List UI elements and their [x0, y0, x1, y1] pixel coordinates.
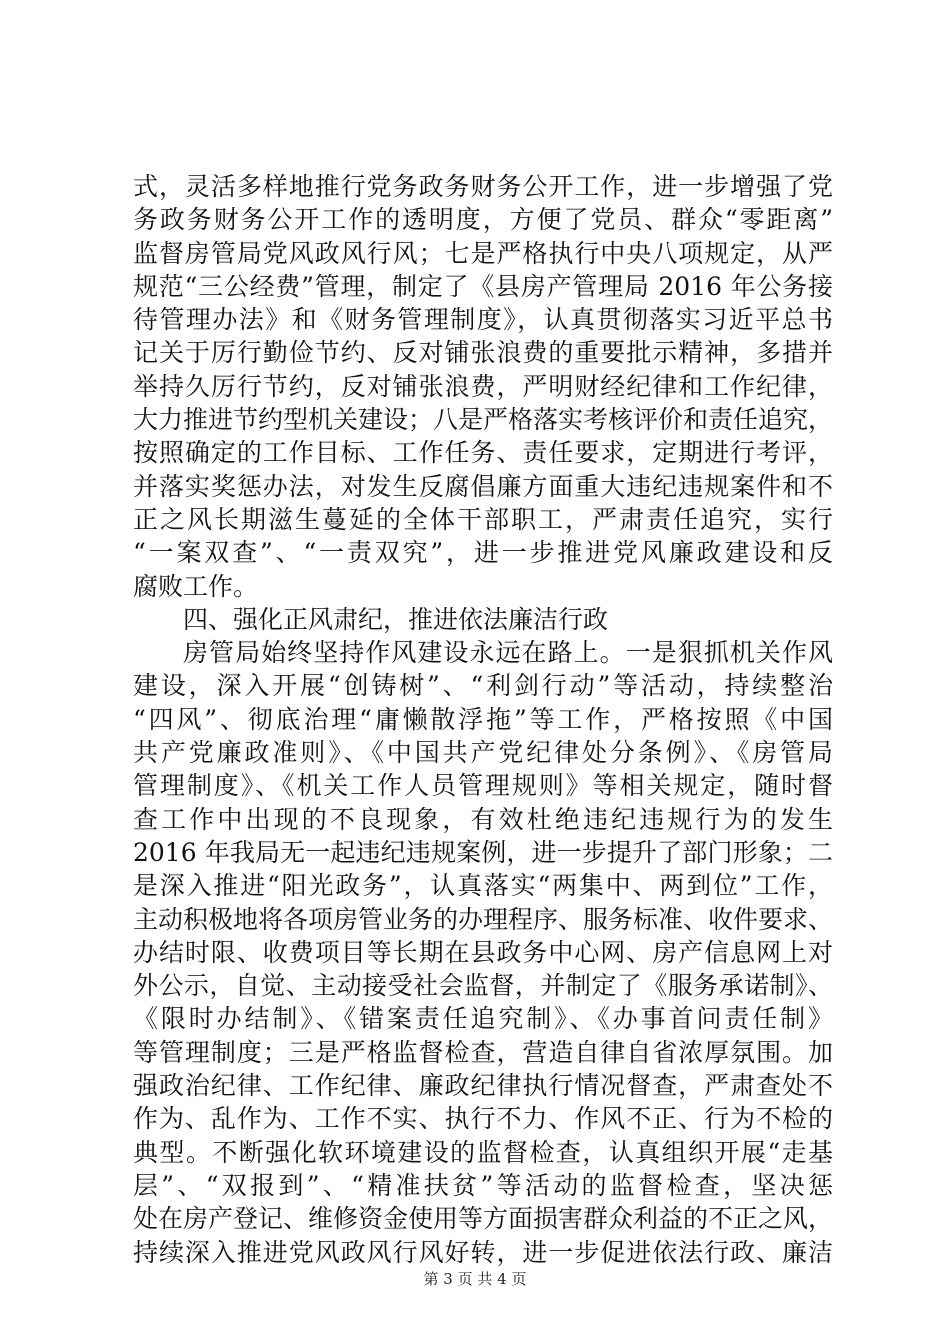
- text-line: 2016 年我局无一起违纪违规案例，进一步提升了部门形象；二: [133, 837, 833, 867]
- text-line: 层”、“双报到”、“精准扶贫”等活动的监督检查，坚决惩: [133, 1170, 833, 1200]
- text-line: 《限时办结制》、《错案责任追究制》、《办事首问责任制》: [133, 1004, 833, 1034]
- text-line: 务政务财务公开工作的透明度，方便了党员、群众“零距离”: [133, 205, 833, 235]
- text-line: 作为、乱作为、工作不实、执行不力、作风不正、行为不检的: [133, 1104, 833, 1134]
- text-line: 管理制度》、《机关工作人员管理规则》等相关规定，随时督: [133, 771, 833, 801]
- text-line: 按照确定的工作目标、工作任务、责任要求，定期进行考评，: [133, 438, 833, 468]
- body-text: [133, 170, 833, 1269]
- text-line: 举持久厉行节约，反对铺张浪费，严明财经纪律和工作纪律，: [133, 371, 833, 401]
- text-line: 并落实奖惩办法，对发生反腐倡廉方面重大违纪违规案件和不: [133, 471, 833, 501]
- text-line: 共产党廉政准则》、《中国共产党纪律处分条例》、《房管局: [133, 738, 833, 768]
- text-line: 主动积极地将各项房管业务的办理程序、服务标准、收件要求、: [133, 904, 834, 934]
- text-line: 大力推进节约型机关建设；八是严格落实考核评价和责任追究，: [133, 405, 834, 435]
- text-line: 建设，深入开展“创铸树”、“利剑行动”等活动，持续整治: [133, 671, 833, 701]
- text-line: 典型。不断强化软环境建设的监督检查，认真组织开展“走基: [133, 1137, 833, 1167]
- text-line: 待管理办法》和《财务管理制度》，认真贯彻落实习近平总书: [133, 305, 833, 335]
- text-line: 记关于厉行勤俭节约、反对铺张浪费的重要批示精神，多措并: [133, 338, 833, 368]
- text-line: 处在房产登记、维修资金使用等方面损害群众利益的不正之风，: [133, 1204, 834, 1234]
- text-line: 腐败工作。: [133, 571, 259, 601]
- text-line: 正之风长期滋生蔓延的全体干部职工，严肃责任追究，实行: [133, 504, 833, 534]
- text-line: 式，灵活多样地推行党务政务财务公开工作，进一步增强了党: [133, 172, 833, 201]
- section-heading: 四、强化正风肃纪，推进依法廉洁行政: [183, 604, 609, 634]
- text-line: 规范“三公经费”管理，制定了《县房产管理局 2016 年公务接: [133, 271, 833, 301]
- text-line: 查工作中出现的不良现象，有效杜绝违纪违规行为的发生: [133, 804, 833, 834]
- page-number-footer: 第 3 页 共 4 页: [423, 1270, 527, 1288]
- text-line: 办结时限、收费项目等长期在县政务中心网、房产信息网上对: [133, 937, 833, 967]
- text-line: 等管理制度；三是严格监督检查，营造自律自省浓厚氛围。加: [133, 1037, 833, 1067]
- text-line: 是深入推进“阳光政务”，认真落实“两集中、两到位”工作，: [133, 871, 833, 901]
- text-line: 持续深入推进党风政风行风好转，进一步促进依法行政、廉洁: [133, 1237, 833, 1267]
- text-line: “四风”、彻底治理“庸懒散浮拖”等工作，严格按照《中国: [133, 704, 833, 734]
- text-line: 外公示，自觉、主动接受社会监督，并制定了《服务承诺制》、: [133, 971, 833, 1001]
- text-line: 监督房管局党风政风行风；七是严格执行中央八项规定，从严: [133, 238, 833, 268]
- text-line: “一案双查”、“一责双究”，进一步推进党风廉政建设和反: [133, 538, 833, 568]
- text-line: 强政治纪律、工作纪律、廉政纪律执行情况督查，严肃查处不: [133, 1071, 833, 1101]
- text-line: 房管局始终坚持作风建设永远在路上。一是狠抓机关作风: [183, 638, 833, 668]
